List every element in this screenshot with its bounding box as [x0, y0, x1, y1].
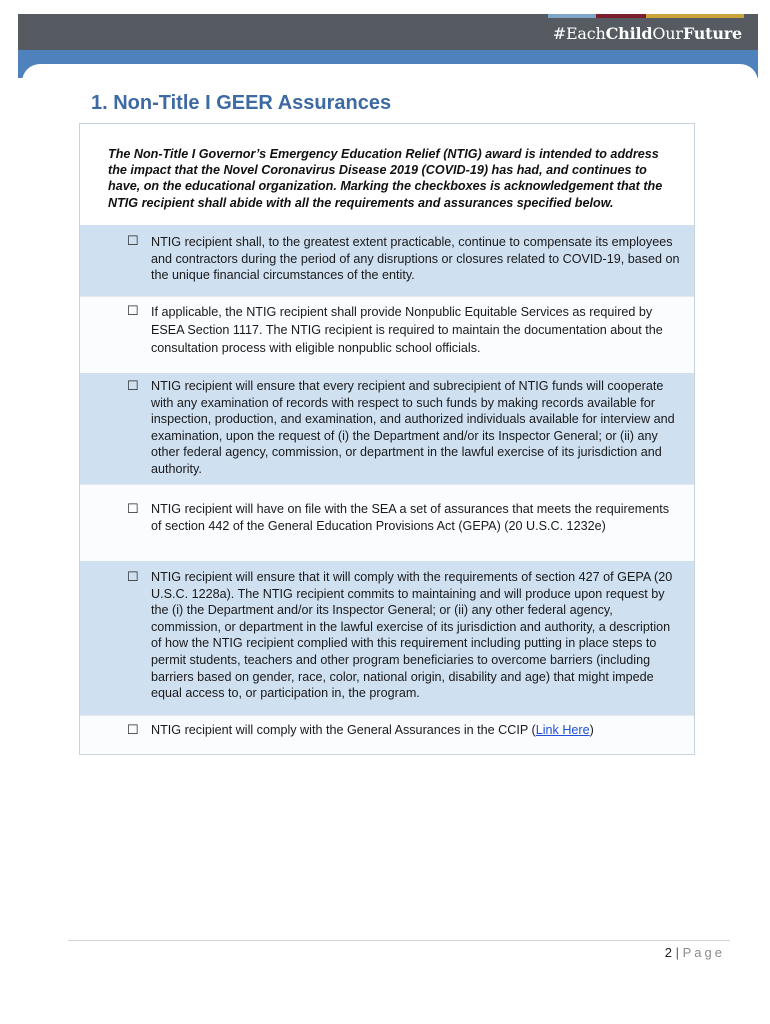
assurance-checkbox[interactable]: ☐ [127, 569, 139, 584]
banner-accent-maroon [596, 14, 646, 18]
assurance-row [80, 715, 694, 754]
footer-rule [68, 940, 730, 941]
assurance-checkbox[interactable]: ☐ [127, 501, 139, 516]
hashtag-logo: #EachChildOurFuture [552, 24, 742, 43]
assurance-text: NTIG recipient will ensure that every recipient and subrecipient of NTIG funds will cooperate with any examination of records with respect to such funds by making records available for inspection, production, and examination, and authorized individuals available for interview and examination, upon the request of (i) the Department and/or its Inspector General; or (ii) any other federal agency, commission, or department in the lawful exercise of its jurisdiction and authority. [151, 379, 675, 476]
assurance-checkbox[interactable]: ☐ [127, 378, 139, 393]
assurance-row [80, 484, 694, 561]
section-heading: 1. Non-Title I GEER Assurances [91, 92, 392, 114]
assurance-row [80, 225, 694, 296]
assurance-text: NTIG recipient shall, to the greatest extent practicable, continue to compensate its employees and contractors during the period of any disruptions or closures related to COVID-19, based on the unique financial circumstances of the entity. [151, 235, 680, 283]
assurances-table [79, 123, 695, 755]
assurance-row [80, 373, 694, 484]
assurance-row [80, 561, 694, 715]
banner-accent-gold [646, 14, 744, 18]
assurance-row [80, 296, 694, 373]
assurance-checkbox[interactable]: ☐ [127, 722, 139, 737]
banner-accent-blue [548, 14, 596, 18]
assurance-checkbox[interactable]: ☐ [127, 233, 139, 248]
assurance-text: NTIG recipient will ensure that it will comply with the requirements of section 427 of GEPA (20 U.S.C. 1228a). The NTIG recipient commits to maintaining and will produce upon request by the (i) the Department and/or its Inspector General; or (ii) any other federal agency, commission, or department in the lawful exercise of its jurisdiction and authority, a description of how the NTIG recipient complied with this requirement including putting in place steps to permit students, teachers and other program beneficiaries to overcome barriers (including barriers based on gender, race, color, national origin, disability and age) that might impede equal access to, or participation in, the program. [151, 570, 673, 701]
assurance-text: NTIG recipient will have on file with the SEA a set of assurances that meets the requirements of section 442 of the General Education Provisions Act (GEPA) (20 U.S.C. 1232e) [151, 502, 669, 533]
intro-paragraph: The Non-Title I Governor’s Emergency Education Relief (NTIG) award is intended to address the impact that the Novel Coronavirus Disease 2019 (COVID-19) has had, and continues to have, on the educational organization. Marking the checkboxes is acknowledgement that the NTIG recipient shall abide with all the requirements and assurances specified below. [80, 124, 694, 225]
assurance-text: NTIG recipient will comply with the General Assurances in the CCIP (Link Here) [151, 723, 594, 737]
assurance-text: If applicable, the NTIG recipient shall provide Nonpublic Equitable Services as required by ESEA Section 1117. The NTIG recipient is required to maintain the documentation about the consultation process with eligible nonpublic school officials. [151, 305, 663, 355]
assurance-checkbox[interactable]: ☐ [127, 303, 139, 318]
page-number: 2 | Page [664, 945, 725, 960]
ccip-link[interactable]: Link Here [535, 723, 590, 737]
